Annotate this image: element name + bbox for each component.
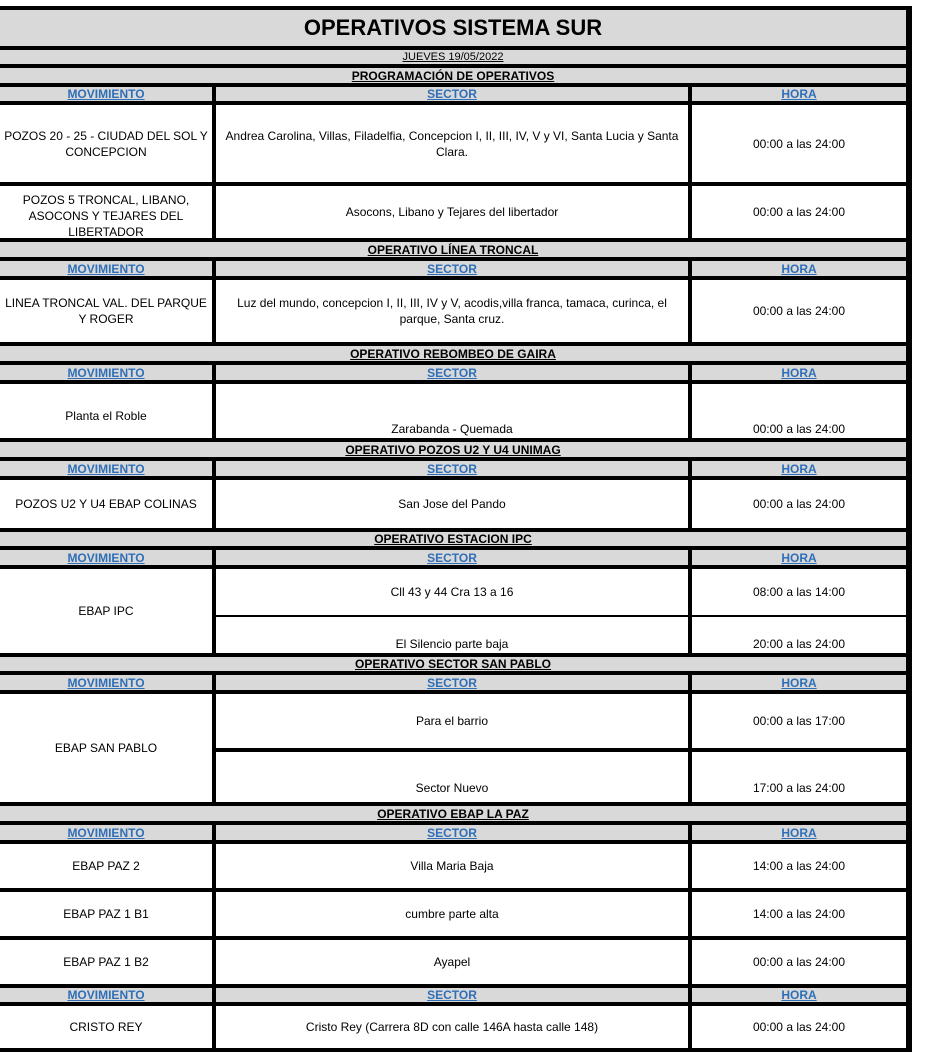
hora-cell: 08:00 a las 14:00 — [692, 569, 906, 615]
hora-cell: 00:00 a las 24:00 — [692, 384, 906, 438]
movimiento-cell: EBAP IPC — [0, 569, 212, 653]
header-movimiento: MOVIMIENTO — [0, 261, 212, 276]
column-header-row — [0, 261, 906, 276]
section-header-troncal: OPERATIVO LÍNEA TRONCAL — [0, 242, 906, 257]
section-header-lapaz: OPERATIVO EBAP LA PAZ — [0, 806, 906, 821]
movimiento-cell: EBAP SAN PABLO — [0, 694, 212, 802]
table-row — [0, 186, 906, 238]
sector-cell: cumbre parte alta — [216, 892, 688, 936]
hora-cell: 00:00 a las 24:00 — [692, 105, 906, 182]
header-sector: SECTOR — [216, 675, 688, 690]
hora-cell: 14:00 a las 24:00 — [692, 844, 906, 888]
column-header-row — [0, 550, 906, 565]
movimiento-cell: POZOS 20 - 25 - CIUDAD DEL SOL Y CONCEPCION — [0, 105, 212, 182]
operations-table — [0, 6, 912, 1052]
header-sector: SECTOR — [216, 550, 688, 565]
sector-cell: Andrea Carolina, Villas, Filadelfia, Concepcion I, II, III, IV, V y VI, Santa Lucia y Santa Clara. — [216, 105, 688, 182]
header-movimiento: MOVIMIENTO — [0, 87, 212, 101]
table-row — [0, 844, 906, 888]
movimiento-cell: POZOS U2 Y U4 EBAP COLINAS — [0, 480, 212, 528]
page-title: OPERATIVOS SISTEMA SUR — [0, 10, 906, 46]
table-row — [0, 105, 906, 182]
movimiento-cell: POZOS 5 TRONCAL, LIBANO, ASOCONS Y TEJARES DEL LIBERTADOR — [0, 186, 212, 238]
section-header-sanpablo: OPERATIVO SECTOR SAN PABLO — [0, 657, 906, 671]
header-sector: SECTOR — [216, 988, 688, 1002]
table-row — [0, 480, 906, 528]
header-movimiento: MOVIMIENTO — [0, 988, 212, 1002]
section-header-gaira: OPERATIVO REBOMBEO DE GAIRA — [0, 346, 906, 361]
table-row — [0, 384, 906, 438]
section-header-unimag: OPERATIVO POZOS U2 Y U4 UNIMAG — [0, 442, 906, 457]
movimiento-cell: LINEA TRONCAL VAL. DEL PARQUE Y ROGER — [0, 280, 212, 342]
table-row — [0, 940, 906, 984]
column-header-row — [0, 675, 906, 690]
sector-cell: Zarabanda - Quemada — [216, 384, 688, 438]
sector-cell: Sector Nuevo — [216, 752, 688, 802]
hora-cell: 20:00 a las 24:00 — [692, 617, 906, 653]
header-hora: HORA — [692, 825, 906, 840]
column-header-row — [0, 365, 906, 380]
sector-cell: El Silencio parte baja — [216, 617, 688, 653]
column-header-row — [0, 87, 906, 101]
hora-cell: 00:00 a las 24:00 — [692, 940, 906, 984]
header-hora: HORA — [692, 675, 906, 690]
sector-cell: Para el barrio — [216, 694, 688, 748]
hora-cell: 00:00 a las 24:00 — [692, 480, 906, 528]
movimiento-cell: EBAP PAZ 1 B2 — [0, 940, 212, 984]
header-hora: HORA — [692, 87, 906, 101]
table-row — [0, 280, 906, 342]
header-sector: SECTOR — [216, 261, 688, 276]
header-sector: SECTOR — [216, 365, 688, 380]
movimiento-cell: Planta el Roble — [0, 384, 212, 438]
hora-cell: 00:00 a las 24:00 — [692, 186, 906, 238]
movimiento-cell: EBAP PAZ 1 B1 — [0, 892, 212, 936]
table-row — [0, 892, 906, 936]
hora-cell: 00:00 a las 17:00 — [692, 694, 906, 748]
programming-header: PROGRAMACIÓN DE OPERATIVOS — [0, 68, 906, 83]
hora-cell: 00:00 a las 24:00 — [692, 280, 906, 342]
sector-cell: Ayapel — [216, 940, 688, 984]
header-sector: SECTOR — [216, 87, 688, 101]
hora-cell: 17:00 a las 24:00 — [692, 752, 906, 802]
header-sector: SECTOR — [216, 461, 688, 476]
header-movimiento: MOVIMIENTO — [0, 825, 212, 840]
hora-cell: 14:00 a las 24:00 — [692, 892, 906, 936]
sector-cell: Cristo Rey (Carrera 8D con calle 146A hasta calle 148) — [216, 1006, 688, 1048]
hora-cell: 00:00 a las 24:00 — [692, 1006, 906, 1048]
sector-cell: Cll 43 y 44 Cra 13 a 16 — [216, 569, 688, 615]
column-header-row — [0, 988, 906, 1002]
header-hora: HORA — [692, 261, 906, 276]
header-hora: HORA — [692, 550, 906, 565]
sector-cell: San Jose del Pando — [216, 480, 688, 528]
header-hora: HORA — [692, 461, 906, 476]
movimiento-cell: EBAP PAZ 2 — [0, 844, 212, 888]
header-movimiento: MOVIMIENTO — [0, 675, 212, 690]
sector-cell: Luz del mundo, concepcion I, II, III, IV y V, acodis,villa franca, tamaca, curinca, el parque, Santa cruz. — [216, 280, 688, 342]
table-row — [0, 1006, 906, 1048]
movimiento-cell: CRISTO REY — [0, 1006, 212, 1048]
header-movimiento: MOVIMIENTO — [0, 365, 212, 380]
header-hora: HORA — [692, 365, 906, 380]
header-hora: HORA — [692, 988, 906, 1002]
section-header-ipc: OPERATIVO ESTACION IPC — [0, 532, 906, 546]
sector-cell: Villa Maria Baja — [216, 844, 688, 888]
sector-cell: Asocons, Libano y Tejares del libertador — [216, 186, 688, 238]
column-header-row — [0, 825, 906, 840]
header-movimiento: MOVIMIENTO — [0, 550, 212, 565]
date-row: JUEVES 19/05/2022 — [0, 50, 906, 64]
header-sector: SECTOR — [216, 825, 688, 840]
column-header-row — [0, 461, 906, 476]
header-movimiento: MOVIMIENTO — [0, 461, 212, 476]
